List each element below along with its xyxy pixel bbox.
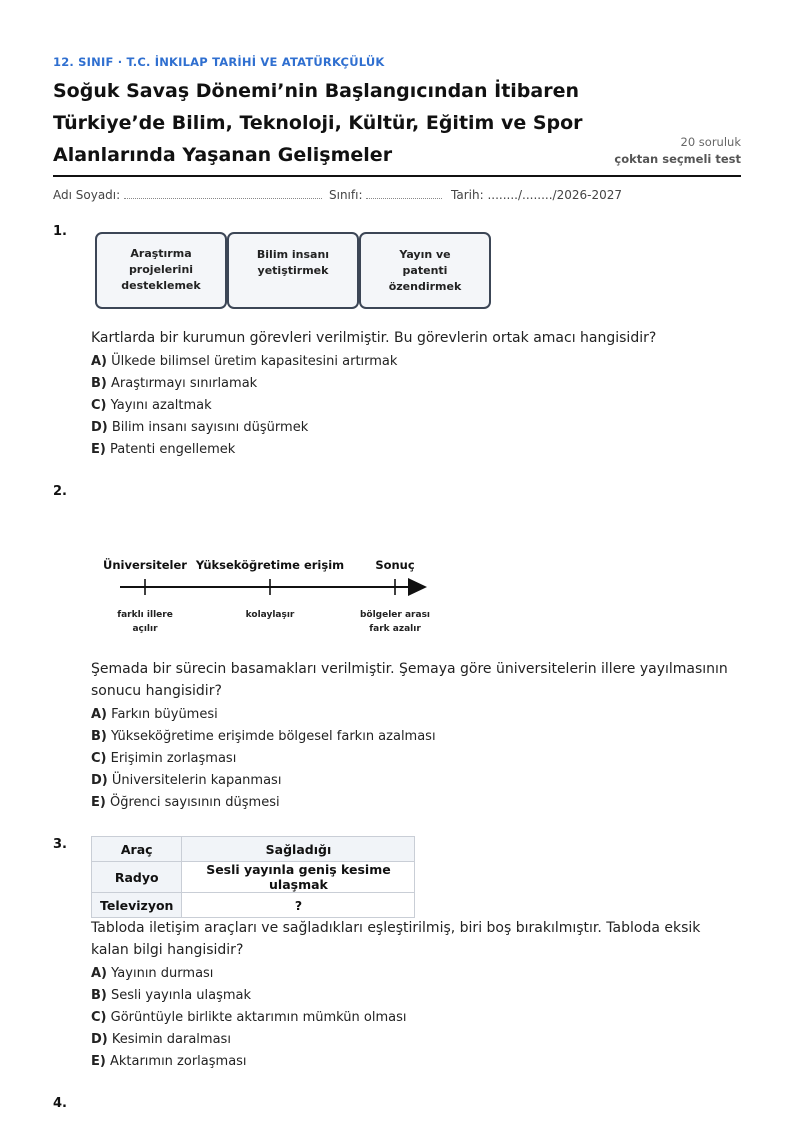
header-divider bbox=[53, 175, 741, 177]
option-b[interactable]: B) Yükseköğretime erişimde bölgesel farkın azalması bbox=[91, 729, 436, 744]
table-cell: Televizyon bbox=[92, 893, 182, 918]
date-value: ......../......../2026-2027 bbox=[487, 188, 622, 202]
option-e[interactable]: E) Aktarımın zorlaşması bbox=[91, 1054, 247, 1069]
step-note: açılır bbox=[132, 624, 158, 634]
class-blank[interactable] bbox=[366, 189, 442, 199]
column-header: Sağladığı bbox=[182, 837, 415, 862]
table-cell: Sesli yayınla geniş kesime ulaşmak bbox=[182, 862, 415, 893]
step-note: fark azalır bbox=[369, 624, 421, 634]
option-e[interactable]: E) Öğrenci sayısının düşmesi bbox=[91, 795, 280, 810]
step-label: Sonuç bbox=[375, 558, 415, 572]
page-title bbox=[53, 75, 613, 171]
title-line: Alanlarında Yaşanan Gelişmeler bbox=[53, 144, 393, 166]
step-label: Üniversiteler bbox=[103, 558, 187, 572]
name-label: Adı Soyadı: bbox=[53, 188, 121, 202]
process-diagram bbox=[100, 552, 440, 642]
option-d[interactable]: D) Bilim insanı sayısını düşürmek bbox=[91, 420, 309, 435]
table-header-row bbox=[92, 837, 415, 862]
option-b[interactable]: B) Sesli yayınla ulaşmak bbox=[91, 988, 252, 1003]
table-row bbox=[92, 862, 415, 893]
date-field[interactable] bbox=[451, 188, 622, 202]
subject-label: 12. SINIF · T.C. İNKILAP TARİHİ VE ATATÜRKÇÜLÜK bbox=[53, 55, 385, 69]
option-a[interactable]: A) Farkın büyümesi bbox=[91, 707, 218, 722]
class-field[interactable] bbox=[329, 188, 442, 202]
option-b[interactable]: B) Araştırmayı sınırlamak bbox=[91, 376, 258, 391]
date-label: Tarih: bbox=[451, 188, 484, 202]
card-line: projelerini bbox=[128, 263, 194, 276]
card-line: patenti bbox=[402, 264, 448, 277]
task-cards bbox=[95, 228, 499, 318]
question-stem: Şemada bir sürecin basamakları verilmiştir. Şemaya göre üniversitelerin illere yayılmasının sonucu hangisidir? bbox=[91, 661, 728, 699]
table-cell: ? bbox=[182, 893, 415, 918]
question-number: 2. bbox=[53, 484, 67, 499]
test-meta bbox=[614, 134, 741, 168]
option-a[interactable]: A) Ülkede bilimsel üretim kapasitesini artırmak bbox=[91, 354, 398, 369]
answer-options bbox=[91, 704, 436, 814]
card-line: özendirmek bbox=[388, 280, 462, 293]
card-line: Araştırma bbox=[130, 247, 192, 260]
step-note: kolaylaşır bbox=[245, 610, 295, 620]
question-stem: Kartlarda bir kurumun görevleri verilmiştir. Bu görevlerin ortak amacı hangisidir? bbox=[91, 330, 657, 346]
question-number: 4. bbox=[53, 1096, 67, 1111]
option-c[interactable]: C) Erişimin zorlaşması bbox=[91, 751, 237, 766]
option-d[interactable]: D) Üniversitelerin kapanması bbox=[91, 773, 282, 788]
name-field[interactable] bbox=[53, 188, 322, 202]
question-number: 1. bbox=[53, 224, 67, 239]
card-line: desteklemek bbox=[121, 279, 201, 292]
task-card bbox=[95, 232, 227, 309]
answer-options bbox=[91, 351, 397, 461]
option-c[interactable]: C) Görüntüyle birlikte aktarımın mümkün olması bbox=[91, 1010, 407, 1025]
column-header: Araç bbox=[92, 837, 182, 862]
card-line: yetiştirmek bbox=[257, 264, 329, 277]
class-label: Sınıfı: bbox=[329, 188, 363, 202]
matching-table bbox=[91, 836, 415, 918]
task-card bbox=[227, 232, 359, 309]
arrow-head-icon bbox=[408, 578, 427, 596]
question-count: 20 soruluk bbox=[680, 135, 741, 149]
option-c[interactable]: C) Yayını azaltmak bbox=[91, 398, 212, 413]
option-e[interactable]: E) Patenti engellemek bbox=[91, 442, 236, 457]
answer-options bbox=[91, 963, 406, 1073]
name-blank[interactable] bbox=[124, 189, 322, 199]
step-note: farklı illere bbox=[117, 610, 173, 620]
question-stem: Tabloda iletişim araçları ve sağladıkları eşleştirilmiş, biri boş bırakılmıştır. Tabloda eksik kalan bilgi hangisidir? bbox=[91, 920, 701, 958]
card-line: Bilim insanı bbox=[256, 248, 330, 261]
title-line: Soğuk Savaş Dönemi’nin Başlangıcından İtibaren bbox=[53, 80, 580, 102]
step-label: Yükseköğretime erişim bbox=[195, 558, 345, 572]
option-a[interactable]: A) Yayının durması bbox=[91, 966, 214, 981]
table-cell: Radyo bbox=[92, 862, 182, 893]
option-d[interactable]: D) Kesimin daralması bbox=[91, 1032, 231, 1047]
title-line: Türkiye’de Bilim, Teknoloji, Kültür, Eğitim ve Spor bbox=[53, 112, 583, 134]
question-number: 3. bbox=[53, 837, 67, 852]
table-row bbox=[92, 893, 415, 918]
step-note: bölgeler arası bbox=[359, 610, 431, 620]
task-card bbox=[359, 232, 491, 309]
test-type: çoktan seçmeli test bbox=[614, 152, 741, 166]
card-line: Yayın ve bbox=[399, 248, 451, 261]
